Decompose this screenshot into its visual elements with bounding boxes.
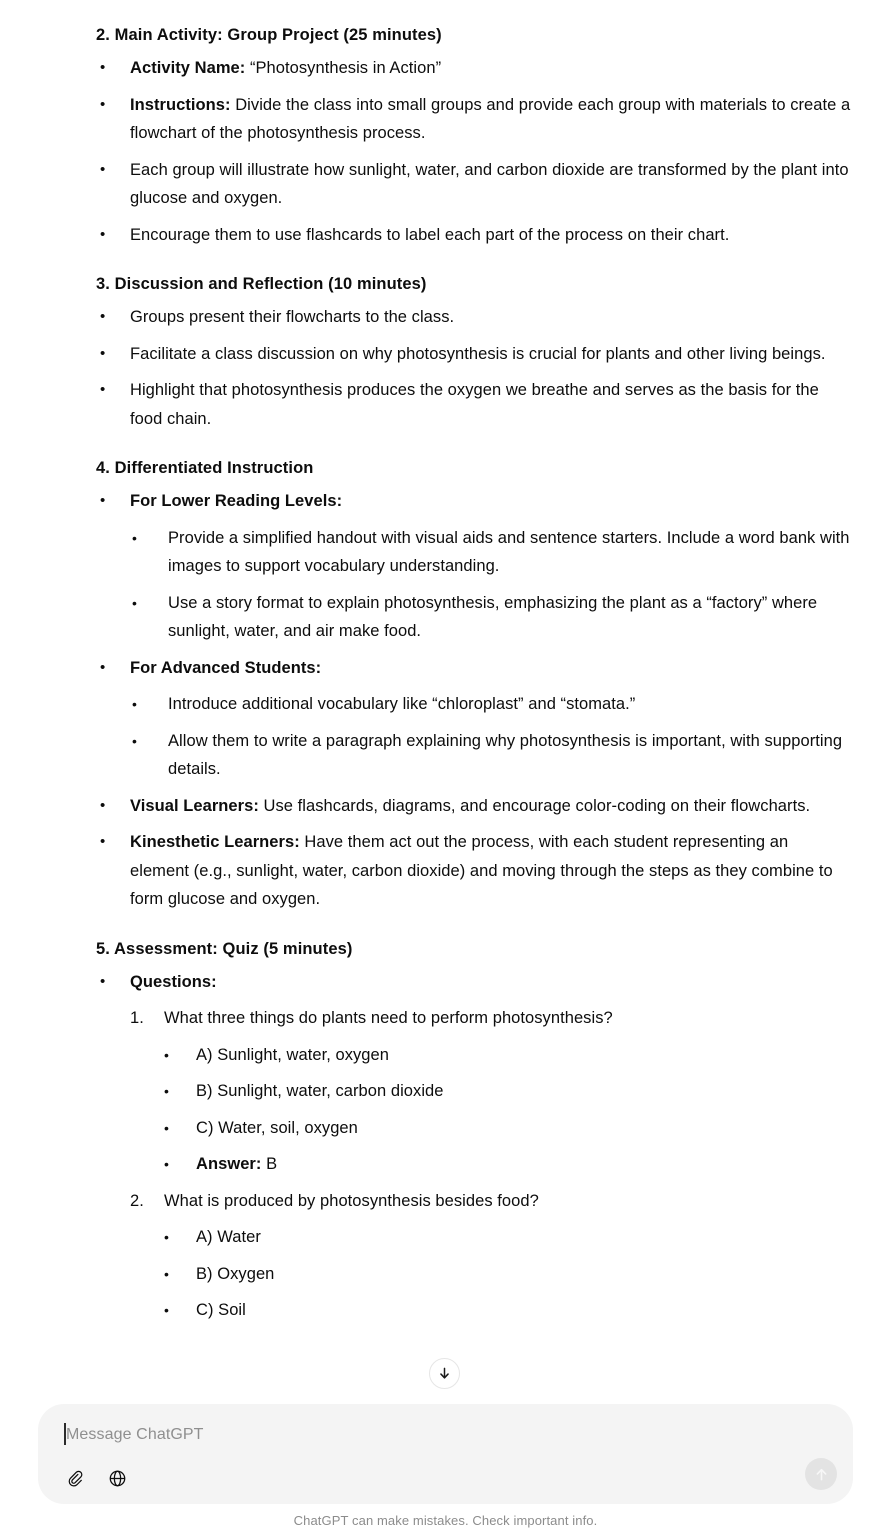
list-item — [96, 968, 851, 1325]
text-caret — [64, 1423, 66, 1445]
bullet-text: Highlight that photosynthesis produces the oxygen we breathe and serves as the basis for the food chain. — [130, 381, 819, 428]
message-input-row[interactable] — [56, 1422, 835, 1448]
composer-container — [0, 1404, 891, 1536]
list-item: • C) Water, soil, oxygen — [164, 1114, 844, 1143]
list-item: • B) Oxygen — [164, 1260, 844, 1289]
list-item — [96, 54, 851, 83]
bullet-text: Groups present their flowcharts to the class. — [130, 308, 455, 326]
bullet-text: Encourage them to use flashcards to label each part of the process on their chart. — [130, 225, 730, 244]
bullet-label: Visual Learners: — [130, 796, 259, 815]
list-item — [96, 221, 851, 250]
question-prompt: What is produced by photosynthesis besides food? — [164, 1191, 539, 1210]
list-item: • Use a story format to explain photosynthesis, emphasizing the plant as a “factory” where sunlight, water, and air make food. — [130, 589, 851, 646]
bullet-label: Instructions: — [130, 95, 231, 114]
list-item — [96, 654, 851, 784]
list-item — [96, 792, 851, 821]
quiz-options-q2 — [164, 1223, 851, 1325]
scroll-to-bottom-button[interactable] — [429, 1358, 460, 1389]
assessment-list — [96, 968, 851, 1325]
advanced-students-sublist — [130, 690, 851, 784]
list-item — [96, 340, 851, 369]
list-item: • A) Sunlight, water, oxygen — [164, 1041, 844, 1070]
bullet-text: Use flashcards, diagrams, and encourage color-coding on their flowcharts. — [258, 796, 811, 815]
list-item — [96, 487, 851, 646]
paperclip-icon — [66, 1469, 84, 1487]
arrow-down-icon — [437, 1366, 452, 1381]
send-message-button[interactable] — [805, 1458, 837, 1490]
bullet-text: Divide the class into small groups and provide each group with materials to create a flowchart of the photosynthesis process. — [130, 95, 851, 142]
group-label: For Lower Reading Levels: — [130, 492, 343, 510]
arrow-up-icon — [813, 1466, 830, 1483]
bullet-label: Kinesthetic Learners: — [130, 833, 300, 851]
bullet-text: Facilitate a class discussion on why photosynthesis is crucial for plants and other living beings. — [130, 344, 826, 363]
bullet-text: Each group will illustrate how sunlight, water, and carbon dioxide are transformed by the plant into glucose and oxygen. — [130, 160, 849, 207]
list-item — [96, 828, 851, 914]
section-heading-main-activity: 2. Main Activity: Group Project (25 minutes) — [96, 26, 442, 44]
list-item: • Provide a simplified handout with visual aids and sentence starters. Include a word bank with images to support vocabulary understanding. — [130, 524, 851, 581]
questions-label: Questions: — [130, 972, 217, 991]
answer-value: B — [261, 1155, 278, 1173]
list-item: • Allow them to write a paragraph explaining why photosynthesis is important, with supporting details. — [130, 727, 851, 784]
list-item: • A) Water — [164, 1223, 844, 1252]
section-heading-assessment: 5. Assessment: Quiz (5 minutes) — [96, 939, 353, 958]
disclaimer-text: ChatGPT can make mistakes. Check important info. — [293, 1513, 598, 1528]
bullet-text: Have them act out the process, with each student representing an element (e.g., sunlight, water, carbon dioxide) and moving through the steps as they combine to form glucose and oxygen. — [130, 833, 833, 908]
question-prompt: What three things do plants need to perform photosynthesis? — [164, 1009, 613, 1027]
list-item — [130, 1004, 851, 1179]
composer-toolbar — [56, 1464, 835, 1492]
web-search-button[interactable] — [103, 1464, 131, 1492]
list-item — [96, 156, 851, 213]
list-item: • C) Soil — [164, 1296, 844, 1325]
list-item — [96, 376, 851, 433]
message-input-placeholder: Message ChatGPT — [66, 1426, 204, 1443]
list-item: • Introduce additional vocabulary like “chloroplast” and “stomata.” — [130, 690, 851, 719]
differentiated-instruction-list — [96, 487, 851, 914]
discussion-bullet-list — [96, 303, 851, 433]
lower-reading-sublist — [130, 524, 851, 646]
list-item — [130, 1187, 851, 1325]
list-item — [96, 303, 851, 332]
globe-icon — [108, 1469, 127, 1488]
message-composer[interactable] — [38, 1404, 853, 1504]
quiz-options-q1 — [164, 1041, 851, 1179]
bullet-label: Activity Name: — [130, 59, 246, 77]
list-item: • B) Sunlight, water, carbon dioxide — [164, 1077, 844, 1106]
main-activity-bullet-list — [96, 54, 851, 249]
bullet-text: “Photosynthesis in Action” — [245, 59, 442, 77]
attach-file-button[interactable] — [61, 1464, 89, 1492]
section-heading-differentiated-instruction: 4. Differentiated Instruction — [96, 459, 314, 477]
group-label: For Advanced Students: — [130, 658, 322, 677]
list-item — [164, 1150, 844, 1179]
list-item — [96, 91, 851, 148]
section-heading-discussion: 3. Discussion and Reflection (10 minutes) — [96, 275, 427, 293]
answer-label: Answer: — [196, 1155, 262, 1173]
quiz-question-list — [130, 1004, 851, 1325]
